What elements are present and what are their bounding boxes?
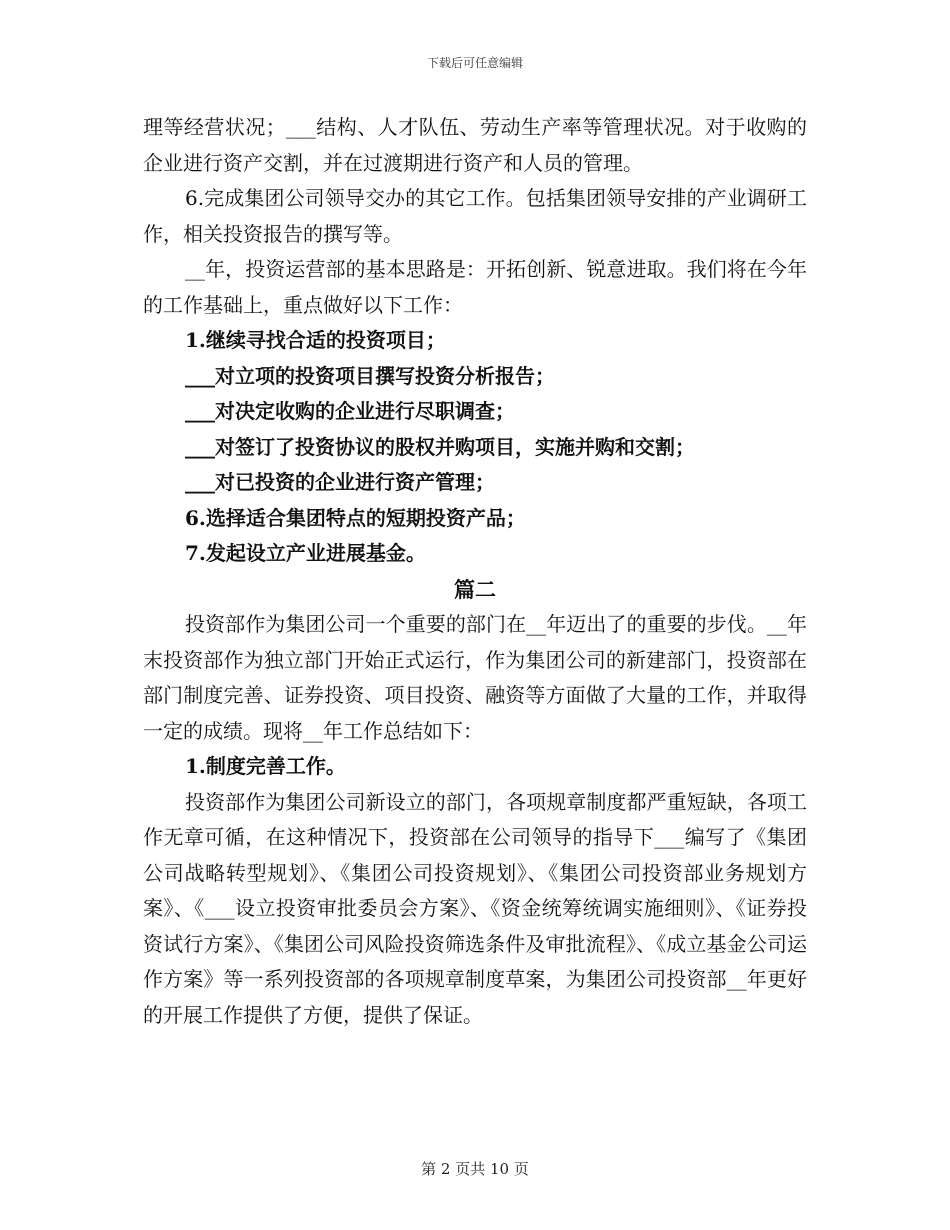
paragraph: 投资部作为集团公司一个重要的部门在__年迈出了的重要的步伐。__年末投资部作为独立部门开始正式运行，作为集团公司的新建部门，投资部在部门制度完善、证券投资、项目投资、融资等方面做了大量的工作，并取得一定的成绩。现将__年工作总结如下：	[143, 612, 807, 743]
page-header: 下载后可任意编辑	[426, 56, 523, 70]
section-heading: 篇二	[454, 576, 496, 602]
list-item: ___对决定收购的企业进行尽职调查；	[185, 399, 515, 423]
list-item: ___对签订了投资协议的股权并购项目，实施并购和交割；	[185, 434, 695, 459]
document-body	[143, 110, 807, 1033]
page-footer: 第 2 页共 10 页	[421, 1160, 529, 1178]
paragraph: 投资部作为集团公司新设立的部门，各项规章制度都严重短缺，各项工作无章可循，在这种情况下，投资部在公司领导的指导下___编写了《集团公司战略转型规划》、《集团公司投资规划》、《集团公司投资部业务规划方案》、《___设立投资审批委员会方案》、《资金统筹统调实施细则》、《证券投资试行方案》、《集团公司风险投资筛选条件及审批流程》、《成立基金公司运作方案》等一系列投资部的各项规章制度草案，为集团公司投资部__年更好的开展工作提供了方便，提供了保证。	[143, 789, 807, 1027]
list-item: ___对立项的投资项目撰写投资分析报告；	[185, 363, 555, 388]
paragraph: __年，投资运营部的基本思路是：开拓创新、锐意进取。我们将在今年的工作基础上，重点做好以下工作：	[143, 257, 807, 317]
list-item: 7.发起设立产业进展基金。	[185, 541, 426, 565]
paragraph: 理等经营状况；___结构、人才队伍、劳动生产率等管理状况。对于收购的企业进行资产交割，并在过渡期进行资产和人员的管理。	[143, 115, 807, 175]
paragraph: 6.完成集团公司领导交办的其它工作。包括集团领导安排的产业调研工作，相关投资报告的撰写等。	[143, 186, 807, 246]
list-item: 1.继续寻找合适的投资项目；	[185, 328, 446, 352]
list-item: 6.选择适合集团特点的短期投资产品；	[185, 505, 526, 530]
list-item: ___对已投资的企业进行资产管理；	[185, 470, 495, 494]
subheading: 1.制度完善工作。	[185, 754, 346, 778]
